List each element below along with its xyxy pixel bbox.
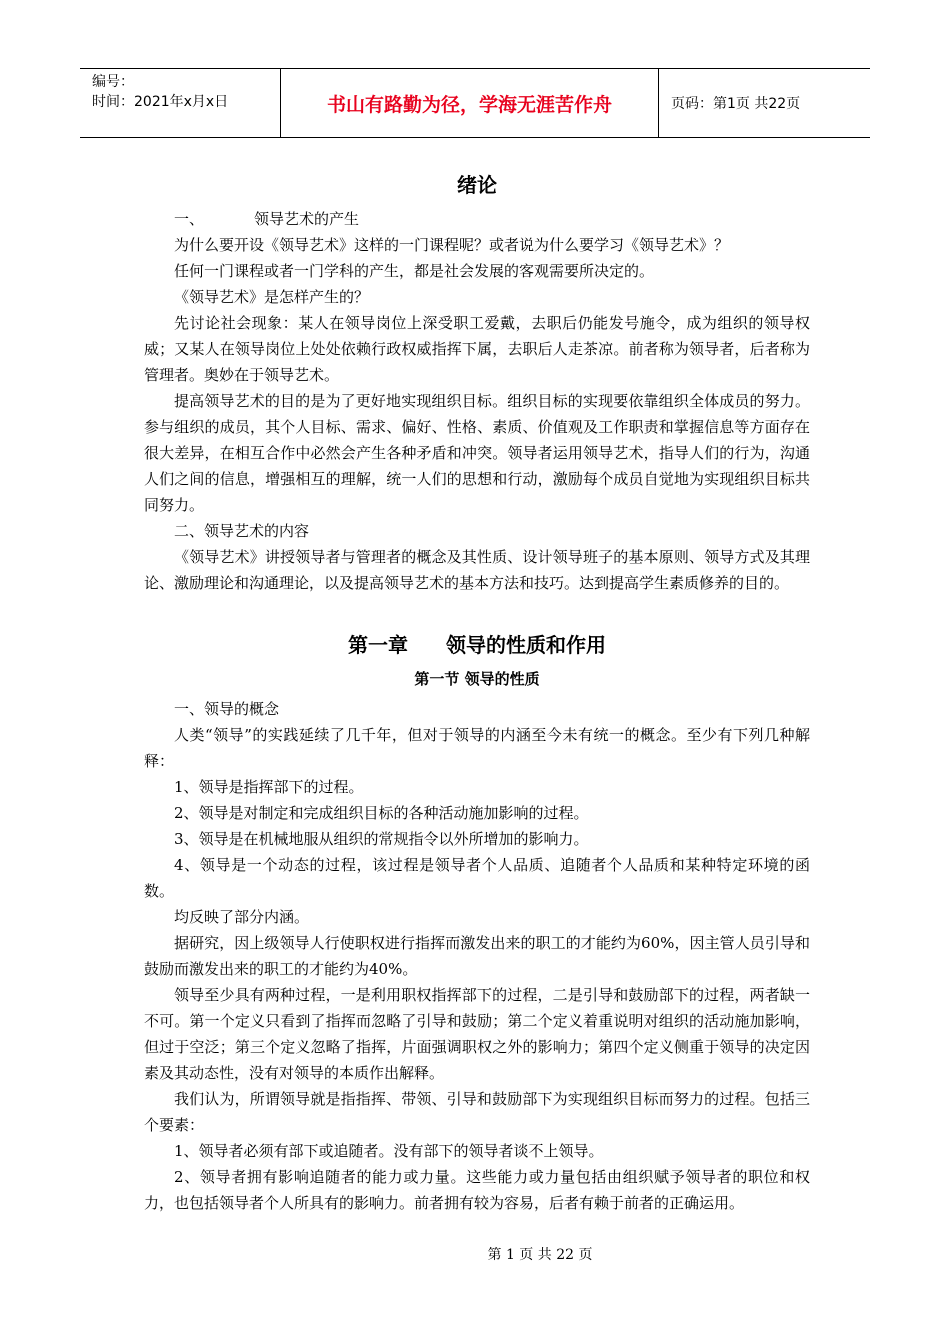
header-meta [80, 69, 281, 137]
paragraph: 为什么要开设《领导艺术》这样的一门课程呢？或者说为什么要学习《领导艺术》？ [174, 236, 730, 254]
chapter-title: 领导的性质和作用 [446, 633, 606, 657]
list-item: 2、领导者拥有影响追随者的能力或力量。这些能力或力量包括由组织赋予领导者的职位和权力，也包括领导者个人所具有的影响力。前者拥有较为容易，后者有赖于前者的正确运用。 [144, 1168, 810, 1212]
subsection-heading: 一、领导的概念 [174, 700, 280, 718]
chapter-number: 第一章 [348, 633, 408, 657]
list-item: 1、领导者必须有部下或追随者。没有部下的领导者谈不上领导。 [174, 1142, 604, 1160]
paragraph: 提高领导艺术的目的是为了更好地实现组织目标。组织目标的实现要依靠组织全体成员的努力。参与组织的成员，其个人目标、需求、偏好、性格、素质、价值观及工作职责和掌握信息等方面存在很大差异，在相互合作中必然会产生各种矛盾和冲突。领导者运用领导艺术，指导人们的行为，沟通人们之间的信息，增强相互的理解，统一人们的思想和行动，激励每个成员自觉地为实现组织目标共同努力。 [144, 392, 810, 514]
page-title: 绪论 [457, 173, 497, 197]
section-heading-origin [144, 206, 810, 232]
chapter-heading [144, 630, 810, 660]
paragraph: 均反映了部分内涵。 [174, 908, 310, 926]
list-item: 1、领导是指挥部下的过程。 [174, 778, 364, 796]
document-body [144, 170, 810, 1216]
list-item: 3、领导是在机械地服从组织的常规指令以外所增加的影响力。 [174, 830, 589, 848]
document-time-label: 时间：2021年x月x日 [92, 94, 229, 110]
section-heading: 第一节 领导的性质 [414, 670, 540, 688]
paragraph: 据研究，因上级领导人行使职权进行指挥而激发出来的职工的才能约为60%，因主管人员引导和鼓励而激发出来的职工的才能约为40%。 [144, 934, 810, 978]
section-number: 一、 [174, 210, 205, 228]
paragraph: 人类“领导”的实践延续了几千年，但对于领导的内涵至今未有统一的概念。至少有下列几种解释： [144, 726, 810, 770]
page-footer: 第 1 页 共 22 页 [487, 1247, 593, 1263]
document-number-label: 编号： [92, 74, 134, 90]
list-item: 2、领导是对制定和完成组织目标的各种活动施加影响的过程。 [174, 804, 589, 822]
list-item: 4、领导是一个动态的过程，该过程是领导者个人品质、追随者个人品质和某种特定环境的函数。 [144, 856, 810, 900]
header-motto: 书山有路勤为径，学海无涯苦作舟 [281, 69, 659, 137]
paragraph: 先讨论社会现象：某人在领导岗位上深受职工爱戴，去职后仍能发号施令，成为组织的领导权威；又某人在领导岗位上处处依赖行政权威指挥下属，去职后人走茶凉。前者称为领导者，后者称为管理者。奥妙在于领导艺术。 [144, 314, 810, 384]
paragraph: 《领导艺术》讲授领导者与管理者的概念及其性质、设计领导班子的基本原则、领导方式及其理论、激励理论和沟通理论，以及提高领导艺术的基本方法和技巧。达到提高学生素质修养的目的。 [144, 548, 810, 592]
paragraph: 《领导艺术》是怎样产生的？ [174, 288, 370, 306]
paragraph: 我们认为，所谓领导就是指指挥、带领、引导和鼓励部下为实现组织目标而努力的过程。包括三个要素： [144, 1090, 810, 1134]
paragraph: 领导至少具有两种过程，一是利用职权指挥部下的过程，二是引导和鼓励部下的过程，两者缺一不可。第一个定义只看到了指挥而忽略了引导和鼓励；第二个定义着重说明对组织的活动施加影响，但过于空泛；第三个定义忽略了指挥，片面强调职权之外的影响力；第四个定义侧重于领导的决定因素及其动态性，没有对领导的本质作出解释。 [144, 986, 810, 1082]
header-page-info: 页码：第1页 共22页 [671, 96, 801, 112]
section-heading-content: 二、领导艺术的内容 [174, 522, 310, 540]
paragraph: 任何一门课程或者一门学科的产生，都是社会发展的客观需要所决定的。 [174, 262, 655, 280]
section-title: 领导艺术的产生 [254, 210, 360, 228]
document-header [80, 68, 870, 138]
